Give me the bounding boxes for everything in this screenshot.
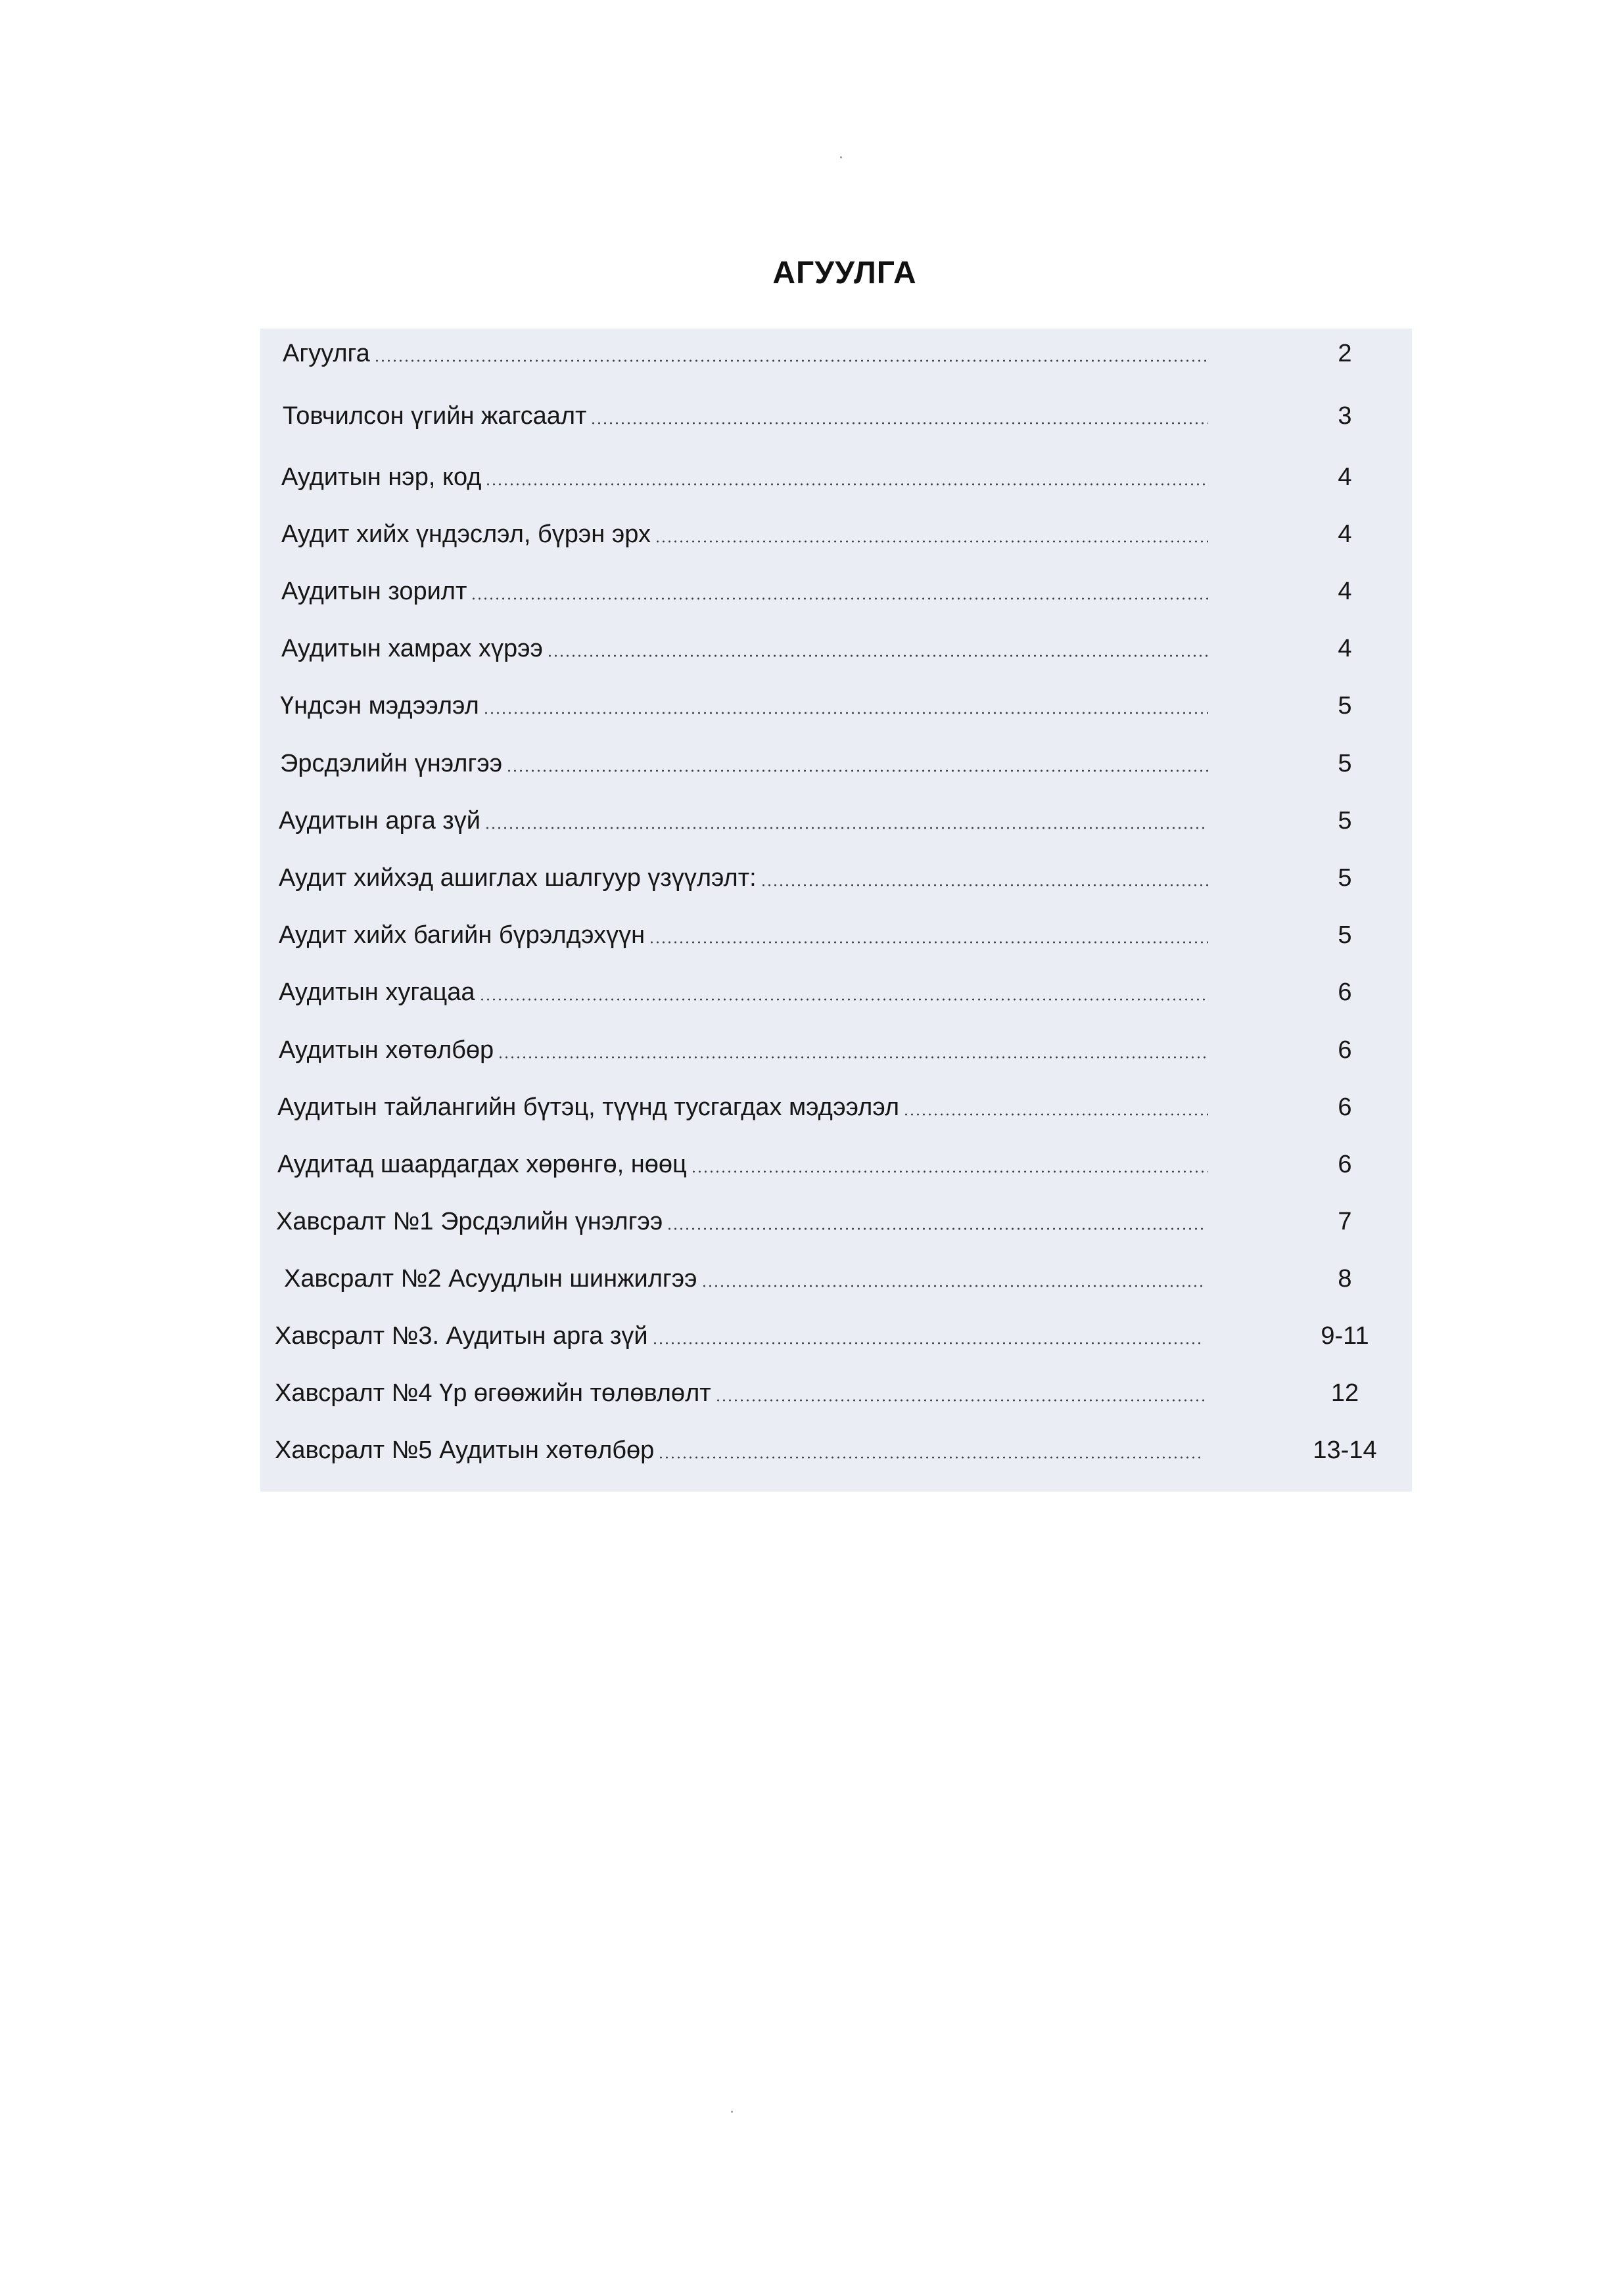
toc-dot-leader [715, 1399, 1204, 1402]
toc-page-number: 2 [1338, 340, 1352, 367]
toc-page-number: 5 [1338, 921, 1352, 949]
toc-dot-leader [655, 540, 1208, 543]
toc-dot-leader [484, 827, 1208, 829]
toc-page-number: 4 [1338, 463, 1352, 491]
toc-entry[interactable] [277, 1145, 1208, 1184]
toc-page-number: 7 [1338, 1208, 1352, 1235]
toc-entry[interactable] [283, 334, 1208, 373]
toc-row [260, 1431, 1412, 1470]
toc-page-number: 4 [1338, 635, 1352, 662]
toc-entry-label: Аудит хийхэд ашиглах шалгуур үзүүлэлт: [279, 864, 757, 892]
toc-entry-label: Хавсралт №1 Эрсдэлийн үнэлгээ [276, 1208, 663, 1235]
toc-dot-leader [479, 998, 1208, 1001]
toc-entry[interactable] [281, 629, 1208, 668]
toc-row [260, 1259, 1412, 1298]
toc-page-number: 6 [1338, 1036, 1352, 1064]
toc-entry[interactable] [281, 572, 1208, 611]
toc-dot-leader [761, 884, 1208, 886]
toc-entry-label: Агуулга [283, 340, 370, 367]
toc-page-number: 8 [1338, 1265, 1352, 1293]
toc-entry-label: Товчилсон үгийн жагсаалт [283, 402, 587, 430]
toc-entry[interactable] [279, 801, 1208, 840]
toc-page-number: 4 [1338, 520, 1352, 548]
toc-entry-label: Аудит хийх багийн бүрэлдэхүүн [279, 921, 645, 949]
toc-page-number: 3 [1338, 402, 1352, 430]
toc-entry[interactable] [284, 1259, 1204, 1298]
toc-page-number: 5 [1338, 807, 1352, 835]
toc-entry-label: Аудитын тайлангийн бүтэц, түүнд тусгагдах мэдээлэл [277, 1093, 900, 1121]
toc-page-number: 5 [1338, 864, 1352, 892]
toc-entry[interactable] [281, 515, 1208, 554]
toc-entry[interactable] [281, 457, 1208, 497]
toc-entry[interactable] [280, 686, 1208, 725]
toc-page-number: 12 [1330, 1379, 1359, 1407]
table-of-contents [260, 329, 1412, 1492]
toc-dot-leader [547, 654, 1208, 657]
toc-row [260, 572, 1412, 611]
toc-page-number: 6 [1338, 1151, 1352, 1178]
toc-page-number: 6 [1338, 978, 1352, 1006]
scan-speck [840, 156, 842, 158]
toc-dot-leader [498, 1056, 1208, 1059]
toc-entry-label: Хавсралт №2 Асуудлын шинжилгээ [284, 1265, 697, 1293]
toc-entry-label: Аудитын хугацаа [279, 978, 475, 1006]
toc-dot-leader [506, 769, 1208, 772]
toc-entry[interactable] [275, 1373, 1204, 1413]
toc-entry[interactable] [283, 396, 1208, 436]
toc-row [260, 515, 1412, 554]
toc-row [260, 334, 1412, 373]
toc-dot-leader [701, 1285, 1204, 1287]
toc-entry[interactable] [279, 858, 1208, 898]
toc-dot-leader [590, 422, 1208, 425]
toc-page-number: 5 [1338, 692, 1352, 720]
toc-dot-leader [658, 1456, 1204, 1459]
toc-page-number: 5 [1338, 750, 1352, 777]
toc-entry-label: Аудитад шаардагдах хөрөнгө, нөөц [277, 1151, 687, 1178]
toc-row [260, 973, 1412, 1012]
toc-row [260, 457, 1412, 497]
toc-page-number: 9-11 [1321, 1322, 1369, 1350]
toc-entry-label: Аудит хийх үндэслэл, бүрэн эрх [281, 520, 651, 548]
toc-entry[interactable] [279, 973, 1208, 1012]
toc-row [260, 1316, 1412, 1356]
toc-entry-label: Аудитын нэр, код [281, 463, 482, 491]
page-title: АГУУЛГА [772, 256, 917, 290]
toc-entry-label: Хавсралт №5 Аудитын хөтөлбөр [275, 1436, 655, 1464]
toc-dot-leader [485, 483, 1208, 486]
toc-entry[interactable] [276, 1202, 1206, 1241]
toc-row [260, 686, 1412, 725]
toc-entry[interactable] [275, 1316, 1204, 1356]
toc-row [260, 1030, 1412, 1070]
toc-entry[interactable] [277, 1088, 1208, 1127]
toc-page-number: 13-14 [1313, 1436, 1377, 1464]
toc-row [260, 396, 1412, 436]
toc-dot-leader [903, 1113, 1208, 1116]
toc-entry[interactable] [275, 1431, 1204, 1470]
toc-row [260, 629, 1412, 668]
toc-row [260, 858, 1412, 898]
toc-entry-label: Аудитын хөтөлбөр [279, 1036, 494, 1064]
toc-row [260, 801, 1412, 840]
toc-entry-label: Эрсдэлийн үнэлгээ [280, 750, 503, 777]
toc-page-number: 4 [1338, 578, 1352, 605]
toc-dot-leader [471, 597, 1208, 600]
toc-entry-label: Хавсралт №3. Аудитын арга зүй [275, 1322, 648, 1350]
toc-row [260, 1373, 1412, 1413]
toc-row [260, 1088, 1412, 1127]
toc-dot-leader [374, 359, 1208, 362]
toc-dot-leader [667, 1228, 1206, 1230]
toc-entry-label: Үндсэн мэдээлэл [280, 692, 479, 720]
toc-entry-label: Хавсралт №4 Үр өгөөжийн төлөвлөлт [275, 1379, 711, 1407]
toc-entry[interactable] [280, 744, 1208, 783]
toc-row [260, 744, 1412, 783]
toc-entry-label: Аудитын арга зүй [279, 807, 480, 835]
toc-row [260, 1145, 1412, 1184]
toc-entry-label: Аудитын хамрах хүрээ [281, 635, 543, 662]
toc-row [260, 915, 1412, 955]
toc-dot-leader [483, 712, 1208, 714]
toc-page-number: 6 [1338, 1093, 1352, 1121]
toc-row [260, 1202, 1412, 1241]
toc-dot-leader [691, 1170, 1208, 1173]
scan-speck [731, 2111, 733, 2113]
toc-entry-label: Аудитын зорилт [281, 578, 467, 605]
toc-dot-leader [649, 941, 1208, 944]
toc-entry[interactable] [279, 1030, 1208, 1070]
toc-entry[interactable] [279, 915, 1208, 955]
toc-dot-leader [652, 1342, 1204, 1344]
